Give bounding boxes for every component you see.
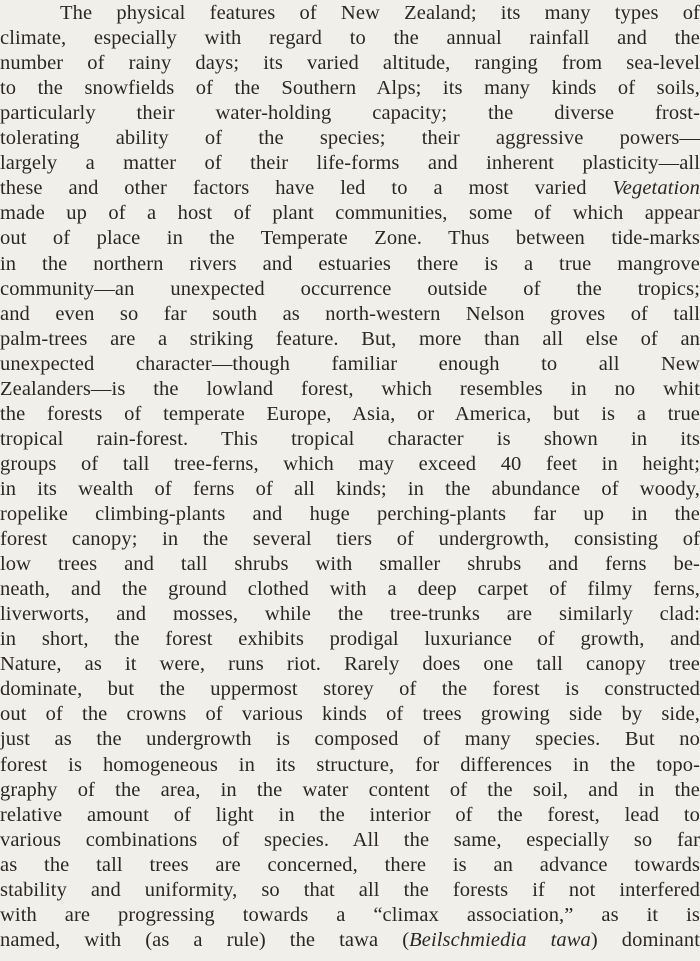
- text-run: in its wealth of ferns of all kinds; in the abundance of woody,: [0, 477, 700, 500]
- text-run: forest canopy; in the several tiers of undergrowth, consisting of: [0, 528, 700, 551]
- text-line: [0, 602, 700, 627]
- text-run: Nature, as it were, runs riot. Rarely does one tall canopy tree: [0, 653, 700, 676]
- text-line: [0, 577, 700, 602]
- text-line: [0, 377, 700, 402]
- text-line: [0, 828, 700, 853]
- text-run: made up of a host of plant communities, some of which appear: [0, 202, 700, 225]
- text-line: [0, 803, 700, 828]
- text-run: to the snowfields of the Southern Alps; its many kinds of soils,: [0, 77, 700, 100]
- text-run: groups of tall tree-ferns, which may exceed 40 feet in height;: [0, 452, 700, 475]
- text-run: neath, and the ground clothed with a deep carpet of filmy ferns,: [0, 578, 700, 601]
- text-line: [0, 502, 700, 527]
- text-line: [0, 452, 700, 477]
- text-run: tolerating ability of the species; their aggressive powers—: [0, 127, 700, 150]
- text-run: graphy of the area, in the water content of the soil, and in the: [0, 778, 700, 801]
- text-run: The physical features of New Zealand; its many types of: [60, 2, 700, 24]
- text-run: largely a matter of their life-forms and inherent plasticity—all: [0, 152, 700, 175]
- text-run: dominate, but the uppermost storey of the forest is constructed: [0, 678, 700, 701]
- text-run: with are progressing towards a “climax association,” as it is: [0, 903, 700, 926]
- text-line: [0, 302, 700, 327]
- text-run: liverworts, and mosses, while the tree-trunks are similarly clad:: [0, 603, 700, 626]
- text-run: ropelike climbing-plants and huge perching-plants far up in the: [0, 503, 700, 525]
- text-run: Zealanders—is the lowland forest, which resembles in no whit: [0, 377, 700, 400]
- text-line: [0, 727, 700, 752]
- text-line: [0, 527, 700, 552]
- text-line: [0, 928, 700, 953]
- text-line: [0, 126, 700, 151]
- text-line: [0, 327, 700, 352]
- text-line: [0, 26, 700, 51]
- text-run: tropical rain-forest. This tropical character is shown in its: [0, 427, 700, 450]
- text-run: number of rainy days; its varied altitude, ranging from sea-level: [0, 52, 700, 75]
- text-run: stability and uniformity, so that all the forests if not interfered: [0, 878, 700, 901]
- text-line: [0, 753, 700, 778]
- text-run: unexpected character—though familiar enough to all New: [0, 352, 700, 375]
- text-run: palm-trees are a striking feature. But, more than all else of an: [0, 327, 700, 350]
- text-run: in short, the forest exhibits prodigal luxuriance of growth, and: [0, 628, 700, 651]
- text-line: [0, 627, 700, 652]
- text-line: [0, 226, 700, 251]
- text-run: out of the crowns of various kinds of trees growing side by side,: [0, 703, 700, 726]
- text-run: in the northern rivers and estuaries there is a true mangrove: [0, 252, 700, 275]
- text-line: [0, 151, 700, 176]
- text-run: and even so far south as north-western Nelson groves of tall: [0, 302, 700, 325]
- text-run: climate, especially with regard to the annual rainfall and the: [0, 27, 700, 50]
- text-line: [0, 352, 700, 377]
- text-line: [0, 402, 700, 427]
- text-line: [0, 903, 700, 928]
- italic-term: Beilschmiedia tawa: [409, 928, 591, 951]
- text-line: [0, 853, 700, 878]
- text-line: [0, 1, 700, 26]
- text-run: out of place in the Temperate Zone. Thus between tide-marks: [0, 227, 700, 250]
- text-line: [0, 176, 700, 201]
- text-run: community—an unexpected occurrence outside of the tropics;: [0, 277, 700, 300]
- text-line: [0, 277, 700, 302]
- text-run: relative amount of light in the interior of the forest, lead to: [0, 803, 700, 826]
- text-line: [0, 76, 700, 101]
- text-line: [0, 427, 700, 452]
- text-line: [0, 702, 700, 727]
- text-run: forest is homogeneous in its structure, for differences in the topo-: [0, 753, 700, 776]
- text-run: various combinations of species. All the same, especially so far: [0, 828, 700, 851]
- text-line: [0, 652, 700, 677]
- text-run: named, with (as a rule) the tawa (: [0, 928, 410, 951]
- text-line: [0, 878, 700, 903]
- text-line: [0, 552, 700, 577]
- text-line: [0, 201, 700, 226]
- text-line: [0, 51, 700, 76]
- text-run: these and other factors have led to a most varied: [0, 177, 613, 200]
- text-line: [0, 101, 700, 126]
- text-run: particularly their water-holding capacity; the diverse frost-: [0, 102, 700, 125]
- text-run: low trees and tall shrubs with smaller shrubs and ferns be-: [0, 553, 700, 576]
- text-line: [0, 252, 700, 277]
- text-run: the forests of temperate Europe, Asia, or America, but is a true: [0, 402, 700, 425]
- text-line: [0, 778, 700, 803]
- text-run: as the tall trees are concerned, there is an advance towards: [0, 853, 700, 876]
- text-line: [0, 677, 700, 702]
- text-run: just as the undergrowth is composed of many species. But no: [0, 728, 700, 751]
- text-run: ) dominant: [590, 928, 700, 951]
- text-line: [0, 477, 700, 502]
- italic-term: Vegetation: [612, 177, 700, 200]
